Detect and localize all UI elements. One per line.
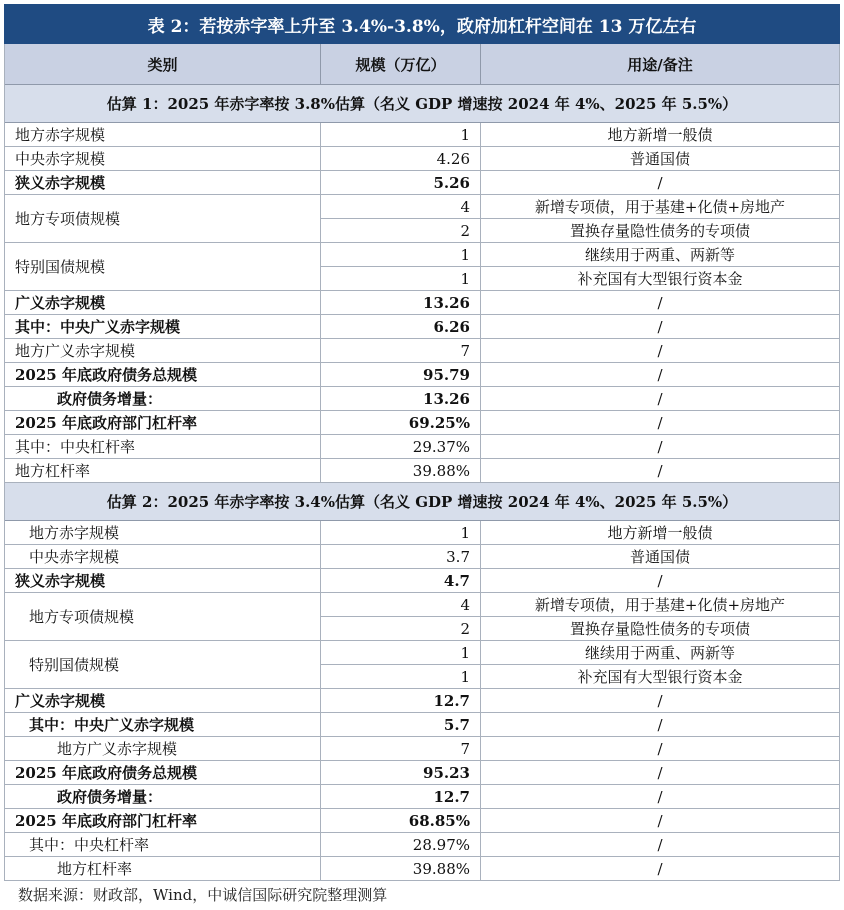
row-value: 6.26 — [433, 317, 470, 336]
row-scale-cell — [321, 459, 481, 482]
row-value: 5.7 — [443, 715, 470, 734]
row-note: / — [657, 835, 663, 854]
table-row — [5, 363, 839, 387]
row-value: 7 — [460, 341, 470, 360]
row-note: / — [657, 571, 663, 590]
row-note-cell — [481, 459, 839, 482]
row-note-cell — [481, 363, 839, 386]
table-row — [5, 521, 839, 545]
row-note-cell — [481, 123, 839, 146]
row-note: / — [657, 365, 663, 384]
row-scale-cell — [321, 195, 481, 242]
row-scale-cell — [321, 857, 481, 880]
row-note: / — [657, 389, 663, 408]
row-scale-cell — [321, 569, 481, 592]
row-value: 68.85% — [408, 811, 470, 830]
row-note-cell — [481, 641, 839, 688]
row-value: 7 — [460, 739, 470, 758]
table-row — [5, 123, 839, 147]
row-value: 29.37% — [412, 437, 470, 456]
row-note-cell — [481, 809, 839, 832]
row-note-cell — [481, 833, 839, 856]
section-2-heading: 估算 2：2025 年赤字率按 3.4%估算（名义 GDP 增速按 2024 年 4%、2025 年 5.5%） — [5, 483, 839, 521]
row-value: 1 — [321, 664, 480, 688]
row-note-cell — [481, 857, 839, 880]
row-note-cell — [481, 147, 839, 170]
row-label: 2025 年底政府债务总规模 — [5, 761, 321, 784]
row-label: 其中：中央广义赤字规模 — [5, 713, 321, 736]
row-note: / — [657, 293, 663, 312]
row-scale-cell — [321, 641, 481, 688]
table-header — [5, 44, 839, 85]
row-label: 地方专项债规模 — [5, 593, 321, 640]
table-row — [5, 857, 839, 881]
row-note-cell — [481, 315, 839, 338]
row-label: 地方杠杆率 — [5, 857, 321, 880]
row-scale-cell — [321, 243, 481, 290]
row-note-cell — [481, 785, 839, 808]
section-2-rows — [5, 521, 839, 881]
header-scale: 规模（万亿） — [321, 44, 481, 84]
row-label: 狭义赤字规模 — [5, 569, 321, 592]
table-row — [5, 339, 839, 363]
row-value: 1 — [460, 523, 470, 542]
row-note-cell — [481, 569, 839, 592]
row-value: 69.25% — [408, 413, 470, 432]
row-note-cell — [481, 689, 839, 712]
row-note: / — [657, 437, 663, 456]
row-scale-cell — [321, 291, 481, 314]
table-row — [5, 569, 839, 593]
row-note-cell — [481, 521, 839, 544]
row-note: 普通国债 — [629, 150, 690, 168]
row-label: 广义赤字规模 — [5, 689, 321, 712]
row-scale-cell — [321, 809, 481, 832]
row-label: 地方赤字规模 — [5, 123, 321, 146]
row-value: 1 — [460, 643, 470, 662]
row-label: 狭义赤字规模 — [5, 171, 321, 194]
row-label: 特别国债规模 — [5, 243, 321, 290]
table-row — [5, 689, 839, 713]
row-label: 广义赤字规模 — [5, 291, 321, 314]
row-note: / — [657, 787, 663, 806]
row-label: 地方广义赤字规模 — [5, 737, 321, 760]
row-label: 地方专项债规模 — [5, 195, 321, 242]
row-scale-cell — [321, 761, 481, 784]
row-note: 地方新增一般债 — [607, 524, 713, 542]
row-value: 5.26 — [433, 173, 470, 192]
table-row — [5, 641, 839, 689]
table-row — [5, 291, 839, 315]
row-value: 12.7 — [433, 787, 470, 806]
row-value: 4 — [460, 197, 470, 216]
row-value: 13.26 — [423, 389, 470, 408]
row-note: / — [657, 763, 663, 782]
row-note: / — [657, 739, 663, 758]
row-note: / — [657, 461, 663, 480]
row-note: / — [657, 413, 663, 432]
table-row — [5, 761, 839, 785]
row-note-cell — [481, 411, 839, 434]
row-scale-cell — [321, 363, 481, 386]
row-value: 95.23 — [423, 763, 470, 782]
table-row — [5, 435, 839, 459]
row-value: 2 — [321, 616, 480, 640]
row-note-cell — [481, 243, 839, 290]
table-row — [5, 593, 839, 641]
table-row — [5, 833, 839, 857]
row-note-cell — [481, 291, 839, 314]
row-note: / — [657, 173, 663, 192]
row-label: 政府债务增量： — [5, 785, 321, 808]
row-label: 地方赤字规模 — [5, 521, 321, 544]
row-note: / — [657, 341, 663, 360]
row-note: 补充国有大型银行资本金 — [481, 664, 839, 688]
row-scale-cell — [321, 713, 481, 736]
row-scale-cell — [321, 147, 481, 170]
row-note-cell — [481, 435, 839, 458]
row-note: / — [657, 691, 663, 710]
table-row — [5, 785, 839, 809]
row-note: 继续用于两重、两新等 — [584, 246, 735, 264]
row-note: 普通国债 — [629, 548, 690, 566]
row-note: / — [657, 317, 663, 336]
table-row — [5, 459, 839, 483]
table-row — [5, 545, 839, 569]
row-label: 2025 年底政府部门杠杆率 — [5, 809, 321, 832]
row-note-cell — [481, 737, 839, 760]
row-note-cell — [481, 593, 839, 640]
table-row — [5, 387, 839, 411]
row-note: 新增专项债，用于基建+化债+房地产 — [534, 198, 786, 216]
row-value: 2 — [321, 218, 480, 242]
row-note: / — [657, 859, 663, 878]
row-note: 置换存量隐性债务的专项债 — [481, 218, 839, 242]
row-value: 4 — [460, 595, 470, 614]
row-scale-cell — [321, 689, 481, 712]
row-label: 其中：中央杠杆率 — [5, 833, 321, 856]
row-value: 12.7 — [433, 691, 470, 710]
row-value: 1 — [460, 125, 470, 144]
row-label: 特别国债规模 — [5, 641, 321, 688]
row-label: 中央赤字规模 — [5, 147, 321, 170]
header-note: 用途/备注 — [627, 55, 693, 74]
table-row — [5, 171, 839, 195]
table-row — [5, 195, 839, 243]
table-title: 表 2：若按赤字率上升至 3.4%-3.8%，政府加杠杆空间在 13 万亿左右 — [4, 4, 840, 44]
row-note-cell — [481, 545, 839, 568]
row-scale-cell — [321, 545, 481, 568]
row-scale-cell — [321, 435, 481, 458]
row-note: 地方新增一般债 — [607, 126, 713, 144]
table-row — [5, 737, 839, 761]
row-value: 1 — [321, 266, 480, 290]
row-value: 95.79 — [423, 365, 470, 384]
row-label: 其中：中央广义赤字规模 — [5, 315, 321, 338]
table-row — [5, 713, 839, 737]
row-note: 置换存量隐性债务的专项债 — [481, 616, 839, 640]
row-note: 补充国有大型银行资本金 — [481, 266, 839, 290]
row-value: 39.88% — [412, 859, 470, 878]
row-scale-cell — [321, 123, 481, 146]
row-label: 中央赤字规模 — [5, 545, 321, 568]
row-value: 28.97% — [412, 835, 470, 854]
row-note: 新增专项债，用于基建+化债+房地产 — [534, 596, 786, 614]
row-value: 3.7 — [446, 547, 470, 566]
table-row — [5, 809, 839, 833]
row-value: 39.88% — [412, 461, 470, 480]
row-scale-cell — [321, 833, 481, 856]
row-label: 2025 年底政府部门杠杆率 — [5, 411, 321, 434]
row-value: 1 — [460, 245, 470, 264]
row-note-cell — [481, 195, 839, 242]
row-label: 地方广义赤字规模 — [5, 339, 321, 362]
row-label: 政府债务增量： — [5, 387, 321, 410]
section-1-heading: 估算 1：2025 年赤字率按 3.8%估算（名义 GDP 增速按 2024 年 4%、2025 年 5.5%） — [5, 85, 839, 123]
row-value: 4.26 — [436, 149, 470, 168]
row-label: 地方杠杆率 — [5, 459, 321, 482]
row-scale-cell — [321, 785, 481, 808]
row-note: / — [657, 715, 663, 734]
row-scale-cell — [321, 315, 481, 338]
row-note-cell — [481, 713, 839, 736]
row-label: 2025 年底政府债务总规模 — [5, 363, 321, 386]
row-scale-cell — [321, 411, 481, 434]
header-category: 类别 — [5, 44, 321, 84]
data-source-note: 数据来源：财政部，Wind，中诚信国际研究院整理测算 — [18, 886, 388, 904]
row-scale-cell — [321, 737, 481, 760]
row-scale-cell — [321, 171, 481, 194]
row-value: 13.26 — [423, 293, 470, 312]
row-scale-cell — [321, 339, 481, 362]
row-scale-cell — [321, 521, 481, 544]
row-note-cell — [481, 761, 839, 784]
row-note: 继续用于两重、两新等 — [584, 644, 735, 662]
row-scale-cell — [321, 387, 481, 410]
table-row — [5, 315, 839, 339]
row-label: 其中：中央杠杆率 — [5, 435, 321, 458]
row-scale-cell — [321, 593, 481, 640]
table-row — [5, 147, 839, 171]
row-note-cell — [481, 387, 839, 410]
table-row — [5, 411, 839, 435]
row-note-cell — [481, 339, 839, 362]
deficit-table — [4, 44, 840, 881]
row-note: / — [657, 811, 663, 830]
row-note-cell — [481, 171, 839, 194]
row-value: 4.7 — [443, 571, 470, 590]
section-1-rows — [5, 123, 839, 483]
table-row — [5, 243, 839, 291]
